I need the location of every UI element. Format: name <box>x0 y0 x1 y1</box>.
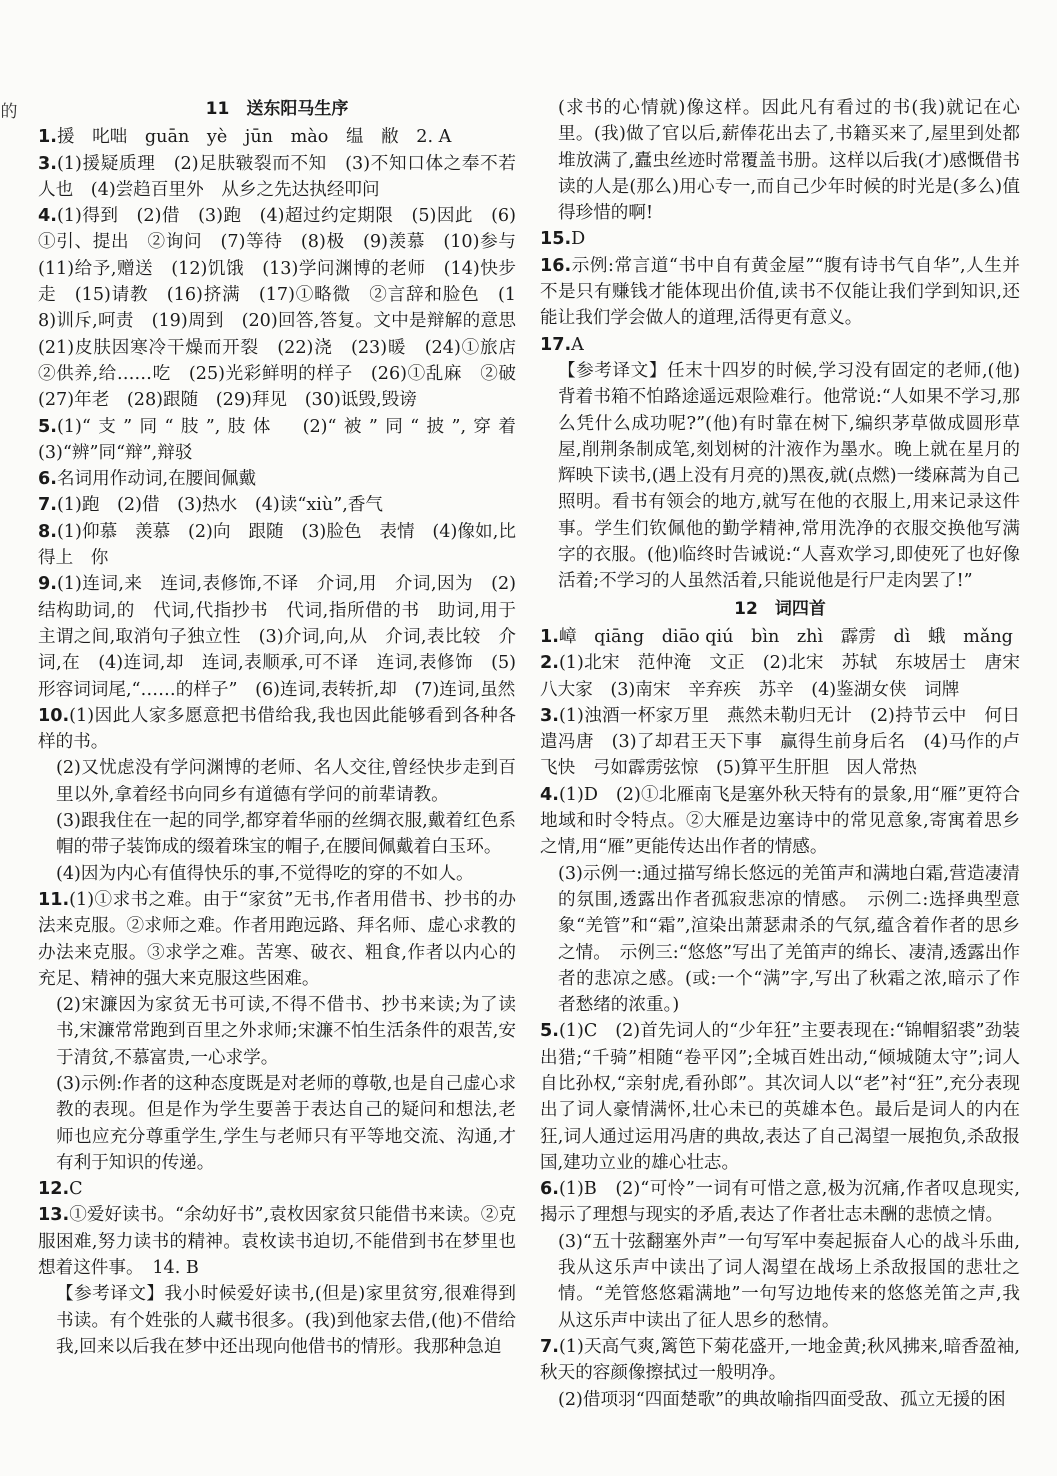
question-number: 2. <box>540 653 559 674</box>
answer-item <box>540 703 1020 782</box>
answer-text: 名词用作动词,在腰间佩戴 <box>56 469 257 490</box>
question-number: 9. <box>38 574 57 595</box>
answer-text: (1)B (2)“可怜”一词有可惜之意,极为沉痛,作者叹息现实,揭示了理想与现实的矛盾,表达了作者壮志未酬的悲愤之情。 <box>540 1179 1020 1226</box>
answer-item <box>38 151 516 204</box>
answer-item <box>38 755 516 808</box>
answer-item <box>38 887 516 992</box>
answer-text: 嶂 qiāng diāo qiú bìn zhì 霹雳 dì 蛾 mǎng <box>558 626 1013 647</box>
answer-text: (3)示例:作者的这种态度既是对老师的尊敬,也是自己虚心求教的表现。但是作为学生要善于表达自己的疑问和想法,老师也应充分尊重学生,学生与老师只有平等地交流、沟通,才有利于知识的传递。 <box>56 1073 516 1173</box>
answer-item <box>540 782 1020 861</box>
answer-item <box>540 226 1020 252</box>
answer-item <box>540 861 1020 1019</box>
answer-text: (求书的心情就)像这样。因此凡有看过的书(我)就记在心里。(我)做了官以后,薪俸花出去了,书籍买来了,屋里到处都堆放满了,蠹虫丝迹时常覆盖书册。这样以后我(才)感慨借书读的人是(那么)用心专一,而自己少年时候的时光是(多么)值得珍惜的啊! <box>558 98 1020 224</box>
answer-text: (3)示例一:通过描写绵长悠远的羌笛声和满地白霜,营造凄清的氛围,透露出作者孤寂悲凉的情感。 示例二:选择典型意象“羌管”和“霜”,渲染出萧瑟肃杀的气氛,蕴含着作者的思乡之情。 示例三:“悠悠”写出了羌笛声的绵长、凄清,透露出作者的悲凉之感。(或:一个“满”字,写出了秋霜之浓,暗示了作者愁绪的浓重。) <box>558 863 1020 1016</box>
answer-text: (1)仰慕 羡慕 (2)向 跟随 (3)脸色 表情 (4)像如,比得上 你 <box>38 521 516 569</box>
answer-item <box>38 1071 516 1176</box>
left-column <box>38 95 534 1360</box>
answer-item <box>38 861 516 887</box>
answer-item <box>540 358 1020 595</box>
answer-text: (1)得到 (2)借 (3)跑 (4)超过约定期限 (5)因此 (6)①引、提出 ②询问 (7)等待 (8)极 (9)羡慕 (10)参与 (11)给予,赠送 (12)饥饿 (13)学问渊博的老师 (14)快步走 (15)请教 (16)挤满 (17)①略微 ②言辞和脸色 (18)训斥,呵责 (19)周到 (20)回答,答复。文中是辩解的意思 (21)皮肤因寒冷干燥而开裂 (22)浇 (23)暖 (24)①旅店 ②供养,给……吃 (25)光彩鲜明的样子 (26)①乱麻 ②破 (27)年老 (28)跟随 (29)拜见 (30)诋毁,毁谤 <box>38 206 534 411</box>
answer-item <box>38 124 516 150</box>
answer-text: (1)“支”同“肢”,肢体 (2)“被”同“披”,穿着 (3)“辨”同“辩”,辩驳 <box>38 416 534 463</box>
answer-item <box>540 1176 1020 1229</box>
section-title: 12 词四首 <box>734 598 826 619</box>
question-number: 1. <box>540 626 559 647</box>
answer-text: (4)因为内心有值得快乐的事,不觉得吃的穿的不如人。 <box>56 863 474 884</box>
section-title: 11 送东阳马生序 <box>205 99 349 119</box>
question-number: 6. <box>38 469 57 490</box>
question-number: 8. <box>38 521 57 542</box>
answer-text: 【参考译文】任末十四岁的时候,学习没有固定的老师,(他)背着书箱不怕路途遥远艰险难行。他常说:“人如果不学习,那么凭什么成功呢?”(他)有时靠在树下,编织茅草做成圆形草屋,削荆条制成笔,刻划树的汁液作为墨水。晚上就在星月的辉映下读书,(遇上没有月亮的)黑夜,就(点燃)一缕麻蒿为自己照明。看书有领会的地方,就写在他的衣服上,用来记录这件事。学生们钦佩他的勤学精神,常用洗净的衣服交换他写满字的衣服。(他)临终时告诫说:“人喜欢学习,即使死了也好像活着;不学习的人虽然活着,只能说他是行尸走肉罢了!” <box>558 360 1020 592</box>
answer-item <box>38 808 516 861</box>
answer-item <box>38 703 516 756</box>
answer-text: (2)借项羽“四面楚歌”的典故喻指四面受敌、孤立无援的困 <box>558 1389 1006 1410</box>
question-number: 17. <box>540 334 572 355</box>
answer-text: (2)宋濂因为家贫无书可读,不得不借书、抄书来读;为了读书,宋濂常常跑到百里之外求师;宋濂不怕生活条件的艰苦,安于清贫,不慕富贵,一心求学。 <box>56 995 516 1068</box>
answer-item <box>540 332 1020 358</box>
question-number: 7. <box>38 495 57 516</box>
answer-text: (1)跑 (2)借 (3)热水 (4)读“xiù”,香气 <box>56 495 384 516</box>
edge-char: 的 <box>0 102 18 122</box>
page-edge-strip <box>0 95 18 1465</box>
answer-item <box>38 1202 516 1281</box>
answer-item <box>540 253 1020 332</box>
answer-item <box>540 1229 1020 1334</box>
answer-item <box>38 519 516 572</box>
answer-item <box>540 650 1020 703</box>
question-number: 1. <box>38 127 57 148</box>
answer-text: (1)北宋 范仲淹 文正 (2)北宋 苏轼 东坡居士 唐宋八大家 (3)南宋 辛弃疾 苏辛 (4)鉴湖女侠 词牌 <box>540 653 1020 700</box>
answer-list <box>540 624 1020 1413</box>
question-number: 12. <box>38 1179 70 1200</box>
answer-text: (1)天高气爽,篱笆下菊花盛开,一地金黄;秋风拂来,暗香盈袖,秋天的容颜像擦拭过一般明净。 <box>540 1336 1020 1384</box>
answer-text: (1)D (2)①北雁南飞是塞外秋天特有的景象,用“雁”更符合地域和时令特点。②大雁是边塞诗中的常见意象,寄寓着思乡之情,用“雁”更能传达出作者的情感。 <box>540 784 1020 858</box>
question-number: 11. <box>38 889 70 910</box>
answer-item <box>38 1176 516 1202</box>
question-number: 3. <box>38 153 57 174</box>
question-number: 7. <box>540 1336 559 1357</box>
right-column <box>540 95 1020 1413</box>
answer-item <box>38 466 516 492</box>
answer-item <box>38 992 516 1071</box>
answer-item <box>38 492 516 518</box>
answer-text: (1)浊酒一杯家万里 燕然未勒归无计 (2)持节云中 何日遣冯唐 (3)了却君王天下事 赢得生前身后名 (4)马作的卢飞快 弓如霹雳弦惊 (5)算平生肝胆 因人常热 <box>540 705 1020 779</box>
answer-text: ①爱好读书。“余幼好书”,袁枚因家贫只能借书来读。②克服困难,努力读书的精神。袁枚读书迫切,不能借到书在梦里也想着这件事。 14. B <box>38 1205 516 1279</box>
question-number: 4. <box>38 206 57 227</box>
question-number: 5. <box>540 1021 559 1042</box>
answer-text: A <box>571 334 584 355</box>
question-number: 16. <box>540 255 572 276</box>
answer-item <box>540 1387 1020 1413</box>
answer-item <box>540 624 1020 650</box>
answer-text: 援 叱咄 guān yè jūn mào 缊 敝 2. A <box>56 127 452 148</box>
answer-item <box>38 203 534 413</box>
question-number: 3. <box>540 705 559 726</box>
answer-text: (1)C (2)首先词人的“少年狂”主要表现在:“锦帽貂裘”劲装出猎;“千骑”相随“卷平冈”;全城百姓出动,“倾城随太守”;词人自比孙权,“亲射虎,看孙郎”。其次词人以“老”衬“狂”,充分表现出了词人豪情满怀,壮心未已的英雄本色。最后是词人的内在狂,词人通过运用冯唐的典故,表达了自己渴望一展抱负,杀敌报国,建功立业的雄心壮志。 <box>540 1021 1020 1173</box>
question-number: 13. <box>38 1205 70 1226</box>
answer-item <box>38 414 534 467</box>
question-number: 10. <box>38 705 70 726</box>
answer-text: (1)连词,来 连词,表修饰,不译 介词,用 介词,因为 (2)结构助词,的 代词,代指抄书 代词,指所借的书 助词,用于主谓之间,取消句子独立性 (3)介词,向,从 介词,表比较 介词,在 (4)连词,却 连词,表顺承,可不译 连词,表修饰 (5)形容词词尾,“……的样子” (6)连词,表转折,却 (7)连词,虽然 <box>38 574 516 700</box>
answer-item <box>38 1281 516 1360</box>
answer-text: 【参考译文】我小时候爱好读书,(但是)家里贫穷,很难得到书读。有个姓张的人藏书很多。(我)到他家去借,(他)不借给我,回来以后我在梦中还出现向他借书的情形。我那种急迫 <box>56 1284 516 1357</box>
answer-text: (2)又忧虑没有学问渊博的老师、名人交往,曾经快步走到百里以外,拿着经书向同乡有道德有学问的前辈请教。 <box>56 758 516 805</box>
answer-item <box>540 1018 1020 1176</box>
answer-text: (1)因此人家多愿意把书借给我,我也因此能够看到各种各样的书。 <box>38 705 516 753</box>
answer-item <box>540 1334 1020 1387</box>
answer-text: (1)①求书之难。由于“家贫”无书,作者用借书、抄书的办法来克服。②求师之难。作者用跑远路、拜名师、虚心求教的办法来克服。③求学之难。苦寒、破衣、粗食,作者以内心的充足、精神的强大来克服这些困难。 <box>38 889 516 989</box>
question-number: 4. <box>540 784 559 805</box>
answer-text: 示例:常言道“书中自有黄金屋”“腹有诗书气自华”,人生并不是只有赚钱才能体现出价值,读书不仅能让我们学到知识,还能让我们学会做人的道理,活得更有意义。 <box>540 255 1020 329</box>
answer-text: (1)援疑质理 (2)足肤皲裂而不知 (3)不知口体之奉不若人也 (4)尝趋百里外 从乡之先达执经叩问 <box>38 153 516 200</box>
answer-text: (3)“五十弦翻塞外声”一句写军中奏起振奋人心的战斗乐曲,我从这乐声中读出了词人渴望在战场上杀敌报国的悲壮之情。“羌管悠悠霜满地”一句写边地传来的悠悠羌笛之声,我从这乐声中读出了征人思乡的愁情。 <box>558 1231 1020 1331</box>
answer-item <box>540 95 1020 226</box>
answer-list <box>540 95 1020 595</box>
question-number: 15. <box>540 229 572 250</box>
answer-list <box>38 124 534 1360</box>
question-number: 6. <box>540 1179 559 1200</box>
question-number: 5. <box>38 416 57 437</box>
answer-text: (3)跟我住在一起的同学,都穿着华丽的丝绸衣服,戴着红色系帽的带子装饰成的缀着珠宝的帽子,在腰间佩戴着白玉环。 <box>56 811 516 858</box>
answer-text: C <box>69 1179 83 1200</box>
answer-item <box>38 571 516 702</box>
answer-text: D <box>571 229 586 250</box>
